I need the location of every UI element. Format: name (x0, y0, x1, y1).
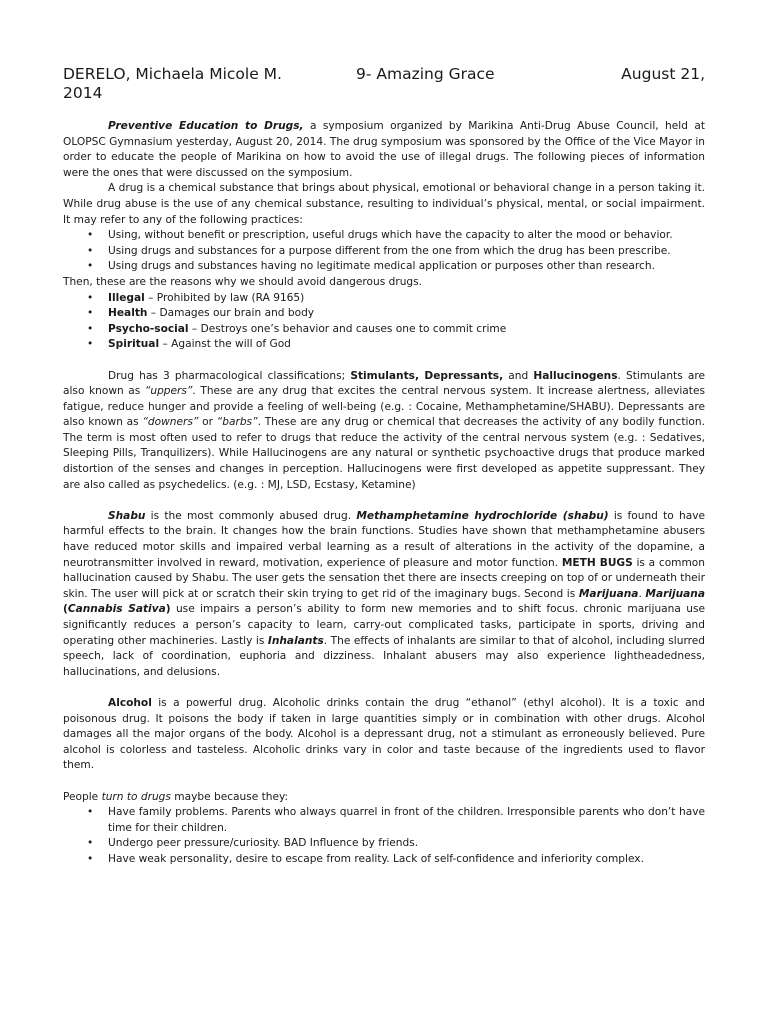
list-item: • Have family problems. Parents who always quarrel in front of the children. Irresponsible parents who don’t have time for their children. (63, 805, 705, 836)
list-item: • Health – Damages our brain and body (63, 306, 705, 322)
alcohol-paragraph: Alcohol is a powerful drug. Alcoholic drinks contain the drug “ethanol” (ethyl alcohol). It is a toxic and poisonous drug. It poisons the body if taken in large quantities simply or in combination with other drugs. Alcohol damages all the major organs of the body. Alcohol is a depressant drug, not a stimulant as erroneously believed. Pure alcohol is colorless and tasteless. Alcoholic drinks vary in color and taste because of the ingredients used to flavor them. (63, 696, 705, 772)
list-item: • Have weak personality, desire to escape from reality. Lack of self-confidence and inferiority complex. (63, 852, 705, 868)
document-body (63, 119, 705, 868)
definition-paragraph: A drug is a chemical substance that brings about physical, emotional or behavioral change in a person taking it. While drug abuse is the use of any chemical substance, resulting to individual’s physical, mental, or social impairment. It may refer to any of the following practices: (63, 182, 705, 226)
reasons-list (63, 291, 705, 353)
practices-list (63, 228, 705, 275)
causes-intro: People turn to drugs maybe because they: (63, 790, 289, 803)
date-year: 2014 (63, 84, 103, 102)
list-item: • Undergo peer pressure/curiosity. BAD Influence by friends. (63, 836, 705, 852)
list-item: • Using drugs and substances for a purpose different from the one from which the drug has been prescribe. (63, 244, 705, 260)
list-item: • Using drugs and substances having no legitimate medical application or purposes other than research. (63, 259, 705, 275)
list-item: • Psycho-social – Destroys one’s behavior and causes one to commit crime (63, 322, 705, 338)
document-header (63, 0, 705, 110)
student-name: DERELO, Michaela Micole M. (63, 65, 282, 83)
list-item: • Illegal – Prohibited by law (RA 9165) (63, 291, 705, 307)
shabu-paragraph: Shabu is the most commonly abused drug. Methamphetamine hydrochloride (shabu) is found to have harmful effects to the brain. It changes how the brain functions. Studies have shown that methamphetamine abusers have reduced motor skills and impaired verbal learning as a result of alterations in the activity of the dopamine, a neurotransmitter involved in reward, motivation, experience of pleasure and motor function. METH BUGS is a common hallucination caused by Shabu. The user gets the sensation thet there are insects creeping on top of or underneath their skin. The user will pick at or scratch their skin trying to get rid of the imaginary bugs. Second is Marijuana. Marijuana (Cannabis Sativa) use impairs a person’s ability to form new memories and to shift focus. chronic marijuana use significantly reduces a person’s capacity to learn, carry-out complicated tasks, participate in sports, driving and operating other machineries. Lastly is Inhalants. The effects of inhalants are similar to that of alcohol, including slurred speech, lack of coordination, euphoria and dizziness. Inhalant abusers may also experience lightheadedness, hallucinations, and delusions. (63, 509, 706, 678)
document-page (63, 0, 706, 865)
classification-paragraph: Drug has 3 pharmacological classifications; Stimulants, Depressants, and Hallucinogens. Stimulants are also known as “uppers”. These are any drug that excites the central nervous system. It increase alertness, alleviates fatigue, reduce hunger and provide a feeling of well-being (e.g. : Cocaine, Methamphetamine/SHABU). Depressants are also known as “downers” or “barbs”. These are any drug or chemical that decreases the activity of any bodily function. The term is most often used to refer to drugs that reduce the activity of the central nervous system (e.g. : Sedatives, Sleeping Pills, Tranquilizers). While Hallucinogens are any natural or synthetic psychoactive drugs that produce marked distortion of the senses and changes in perception. Hallucinogens were first developed as appetite suppressant. They are also called as psychedelics. (e.g. : MJ, LSD, Ecstasy, Ketamine) (63, 369, 705, 491)
intro-paragraph: Preventive Education to Drugs, a symposium organized by Marikina Anti-Drug Abuse Council, held at OLOPSC Gymnasium yesterday, August 20, 2014. The drug symposium was sponsored by the Office of the Vice Mayor in order to educate the people of Marikina on how to avoid the use of illegal drugs. The following pieces of information were the ones that were discussed on the symposium. (63, 120, 705, 179)
class-section: 9- Amazing Grace (356, 65, 495, 83)
symposium-title: Preventive Education to Drugs, (108, 120, 304, 132)
reasons-intro: Then, these are the reasons why we should avoid dangerous drugs. (63, 275, 423, 288)
list-item: • Spiritual – Against the will of God (63, 337, 705, 353)
date-text: August 21, (621, 65, 705, 83)
list-item: • Using, without benefit or prescription, useful drugs which have the capacity to alter the mood or behavior. (63, 228, 705, 244)
causes-list (63, 805, 705, 867)
